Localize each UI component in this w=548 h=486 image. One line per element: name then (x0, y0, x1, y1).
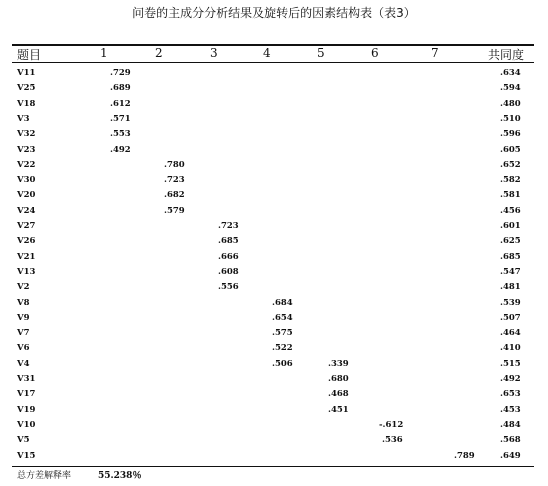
row-loading: .680 (328, 374, 349, 384)
header-factor-7: 7 (431, 46, 439, 60)
row-loading: .451 (328, 404, 349, 415)
row-item: V19 (17, 404, 36, 415)
row-communality: .456 (500, 205, 521, 216)
row-item: V23 (17, 144, 36, 155)
row-item: V4 (17, 358, 30, 369)
row-item: V17 (17, 389, 36, 400)
row-item: V10 (17, 419, 36, 430)
row-item: V11 (17, 68, 36, 78)
row-loading: .689 (110, 83, 131, 94)
row-communality: .568 (500, 435, 521, 446)
row-loading: .468 (328, 389, 349, 400)
row-loading: .723 (164, 175, 185, 186)
row-communality: .601 (500, 221, 521, 231)
row-communality: .510 (500, 113, 521, 124)
row-communality: .547 (500, 266, 521, 277)
header-communality: 共同度 (488, 48, 525, 62)
row-communality: .581 (500, 190, 521, 201)
row-communality: .582 (500, 175, 521, 186)
row-communality: .515 (500, 358, 521, 369)
top-rule (12, 44, 534, 46)
row-communality: .539 (500, 297, 521, 308)
row-loading: .723 (218, 221, 239, 231)
row-loading: .556 (218, 282, 239, 293)
row-loading: .666 (218, 251, 239, 262)
row-item: V27 (17, 221, 36, 231)
row-communality: .596 (500, 129, 521, 140)
row-communality: .464 (500, 328, 521, 339)
header-factor-4: 4 (263, 46, 271, 60)
row-item: V18 (17, 98, 36, 109)
row-loading: .780 (164, 159, 185, 170)
row-loading: .612 (110, 98, 131, 109)
row-loading: .536 (382, 435, 403, 446)
row-loading: .789 (454, 450, 475, 461)
row-communality: .492 (500, 374, 521, 384)
table-title: 问卷的主成分分析结果及旋转后的因素结构表（表3） (132, 6, 416, 20)
row-communality: .634 (500, 68, 521, 78)
row-loading: .553 (110, 129, 131, 140)
header-factor-6: 6 (371, 46, 379, 60)
row-item: V6 (17, 343, 30, 354)
row-item: V30 (17, 175, 36, 186)
row-item: V21 (17, 251, 36, 262)
row-loading: .571 (110, 113, 131, 124)
row-loading: .492 (110, 144, 131, 155)
row-communality: .652 (500, 159, 521, 170)
footer-label: 总方差解释率 (17, 471, 72, 481)
header-factor-5: 5 (317, 46, 325, 60)
header-factor-2: 2 (155, 46, 163, 60)
row-communality: .625 (500, 236, 521, 247)
row-loading: .506 (272, 358, 293, 369)
row-communality: .685 (500, 251, 521, 262)
row-loading: .684 (272, 297, 293, 308)
row-loading: .654 (272, 312, 293, 323)
row-loading: .682 (164, 190, 185, 201)
row-item: V32 (17, 129, 36, 140)
row-loading: -.612 (379, 419, 404, 430)
header-factor-1: 1 (100, 46, 108, 60)
row-loading: .685 (218, 236, 239, 247)
row-communality: .480 (500, 98, 521, 109)
row-item: V13 (17, 266, 36, 277)
header-item: 题目 (17, 48, 42, 62)
row-communality: .605 (500, 144, 521, 155)
header-factor-3: 3 (210, 46, 218, 60)
row-loading: .729 (110, 68, 131, 78)
row-communality: .594 (500, 83, 521, 94)
row-communality: .484 (500, 419, 521, 430)
row-communality: .649 (500, 450, 521, 461)
row-item: V22 (17, 159, 36, 170)
row-item: V24 (17, 205, 36, 216)
row-item: V26 (17, 236, 36, 247)
row-item: V7 (17, 328, 30, 339)
row-item: V3 (17, 113, 30, 124)
row-item: V20 (17, 190, 36, 201)
row-communality: .410 (500, 343, 521, 354)
row-communality: .653 (500, 389, 521, 400)
row-item: V8 (17, 297, 30, 308)
row-item: V9 (17, 312, 30, 323)
row-item: V15 (17, 450, 36, 461)
row-item: V5 (17, 435, 30, 446)
row-item: V31 (17, 374, 36, 384)
row-communality: .453 (500, 404, 521, 415)
row-item: V25 (17, 83, 36, 94)
row-item: V2 (17, 282, 30, 293)
header-rule (12, 62, 534, 63)
row-loading-secondary: .339 (328, 358, 349, 369)
bottom-rule (12, 466, 534, 467)
row-communality: .481 (500, 282, 521, 293)
row-loading: .575 (272, 328, 293, 339)
row-communality: .507 (500, 312, 521, 323)
row-loading: .579 (164, 205, 185, 216)
row-loading: .608 (218, 266, 239, 277)
footer-value: 55.238％ (98, 471, 142, 481)
row-loading: .522 (272, 343, 293, 354)
